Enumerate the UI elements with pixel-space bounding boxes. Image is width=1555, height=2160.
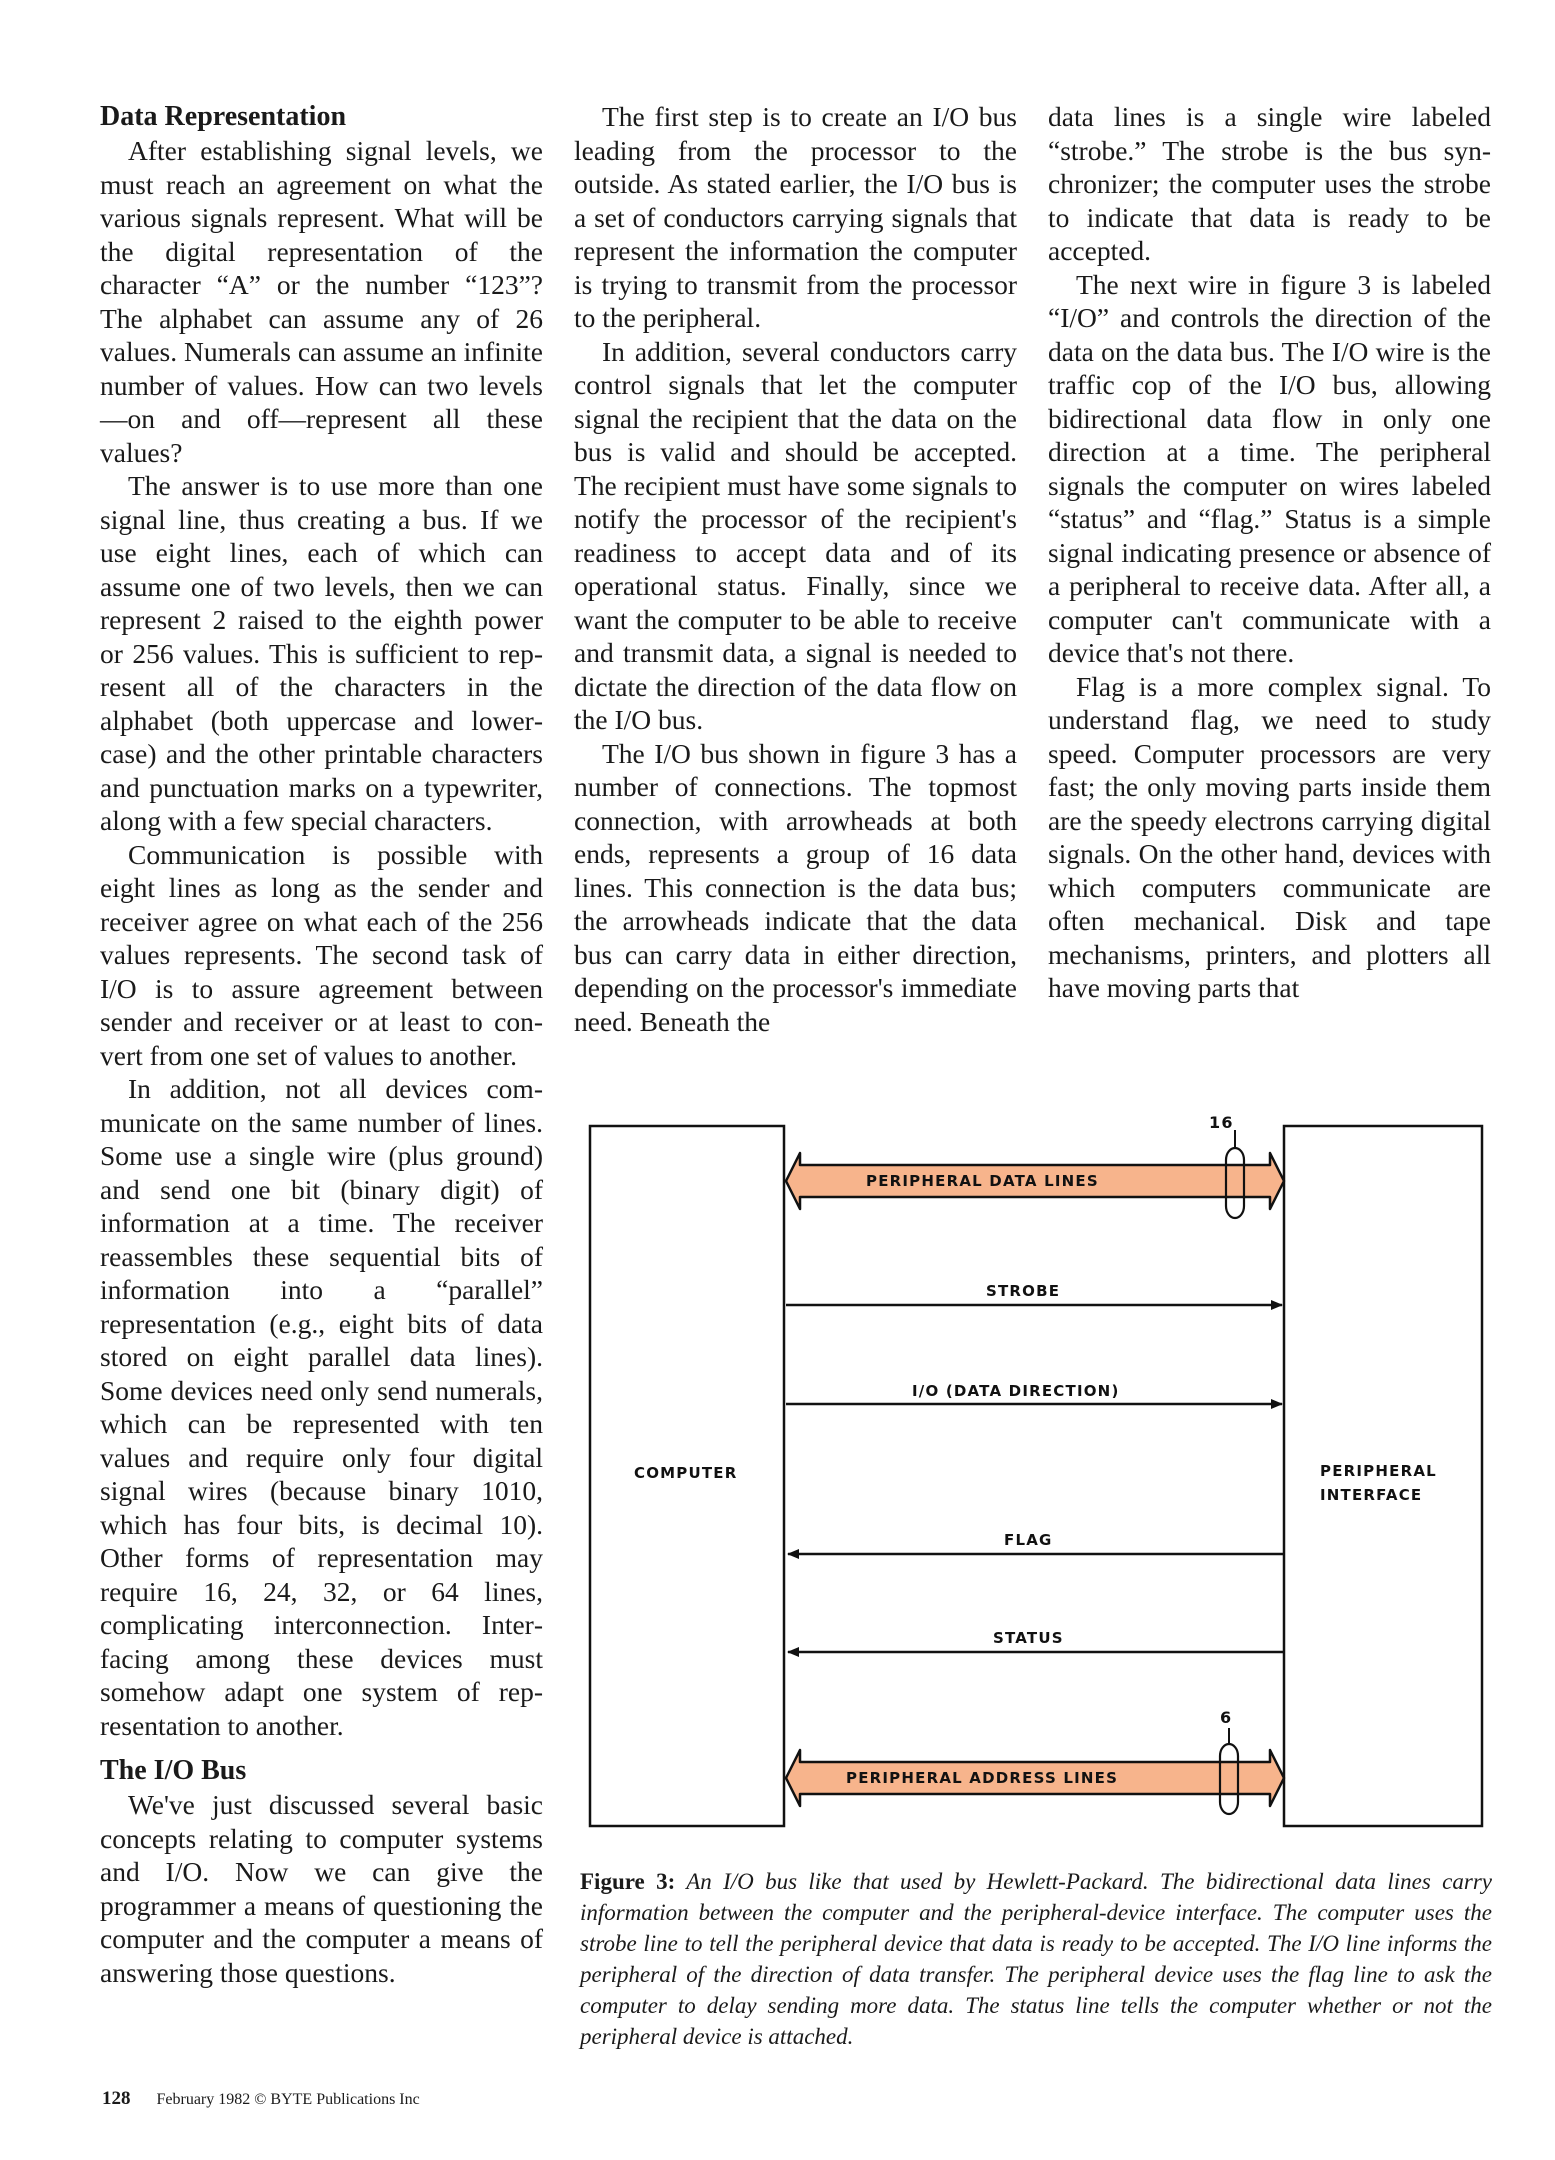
status-label: STATUS <box>993 1629 1064 1647</box>
section-heading-io-bus: The I/O Bus <box>100 1755 247 1786</box>
peripheral-label-line2: INTERFACE <box>1320 1486 1423 1504</box>
strobe-label: STROBE <box>986 1282 1061 1300</box>
paragraph: The answer is to use more than one signal line, thus creating a bus. If we use eight lines, each of which can assume one of two levels, then we can represent 2 raised to the eighth power or 256 values. This is sufficient to represent all of the characters in the alphabet (both uppercase and lowercase) and the other printable characters and punctuation marks on a typewriter, along with a few special characters. <box>100 470 543 836</box>
peripheral-label-line1: PERIPHERAL <box>1320 1462 1437 1480</box>
section-heading-data-representation: Data Representation <box>100 101 347 132</box>
paragraph: The next wire in figure 3 is labeled “I/O” and controls the direction of the data on the data bus. The I/O wire is the traffic cop of the I/O bus, allowing bidirectional data flow in only one direction at a time. The peripheral signals the computer on wires labeled “status” and “flag.” Status is a simple signal indicating presence or absence of a peripheral to receive data. After all, a computer can't communicate with a device that's not there. <box>1048 268 1491 668</box>
paragraph: In addition, several conductors carry control signals that let the computer signal the recipient that the data on the bus is valid and should be accepted. The recipient must have some signals to notify the processor of the recipient's readiness to accept data and of its operational status. Finally, since we want the computer to be able to receive and transmit data, a signal is needed to dictate the direction of the data flow on the I/O bus. <box>574 335 1017 735</box>
page-footer <box>102 2088 420 2110</box>
paragraph: In addition, not all devices communicate on the same number of lines. Some use a single wire (plus ground) and send one bit (binary digit) of information at a time. The receiver reassembles these sequential bits of information into a “parallel” representation (e.g., eight bits of data stored on eight parallel data lines). Some devices need only send numerals, which can be represented with ten values and require only four digital signal wires (because binary 1010, which has four bits, is decimal 10). Other forms of representation may require 16, 24, 32, or 64 lines, complicating interconnection. Interfacing among these devices must somehow adapt one system of representation to another. <box>100 1073 543 1741</box>
caption-title: Figure 3: <box>580 1869 676 1894</box>
paragraph: We've just discussed several basic concepts relating to computer systems and I/O. Now we can give the programmer a means of questioning the computer and the computer a means of answering those questions. <box>100 1789 543 1988</box>
paragraph: Flag is a more complex signal. To understand flag, we need to study speed. Computer processors are very fast; the only moving parts inside them are the speedy electrons carrying digital signals. On the other hand, devices with which computers communicate are often mechanical. Disk and tape mechanisms, printers, and plotters all have moving parts that <box>1048 670 1491 1003</box>
paragraph: data lines is a single wire labeled “strobe.” The strobe is the bus synchronizer; the computer uses the strobe to indicate that data is ready to be accepted. <box>1048 101 1491 266</box>
figure-3-caption <box>580 1866 1492 2052</box>
computer-label: COMPUTER <box>634 1464 738 1482</box>
address-bus-label: PERIPHERAL ADDRESS LINES <box>846 1769 1119 1787</box>
publication-credit: February 1982 © BYTE Publications Inc <box>156 2091 420 2108</box>
figure-3-io-bus-diagram <box>588 1108 1538 1848</box>
article-column-3 <box>1048 100 1491 1005</box>
data-bus-width-label: 16 <box>1209 1113 1234 1132</box>
paragraph: The first step is to create an I/O bus leading from the processor to the outside. As stated earlier, the I/O bus is a set of conductors carrying signals that represent the information the computer is trying to transmit from the processor to the peripheral. <box>574 101 1017 333</box>
paragraph: After establishing signal levels, we must reach an agreement on what the various signals represent. What will be the digital representation of the character “A” or the number “123”? The alphabet can assume any of 26 values. Numerals can assume an infinite number of values. How can two levels—on and off—represent all these values? <box>100 135 543 468</box>
caption-text: An I/O bus like that used by Hewlett-Packard. The bidirectional data lines carry information between the computer and the peripheral-device interface. The computer uses the strobe line to tell the peripheral device that data is ready to be accepted. The I/O line informs the peripheral of the direction of data transfer. The peripheral device uses the flag line to ask the computer to delay sending more data. The status line tells the computer whether or not the peripheral device is attached. <box>580 1869 1492 2049</box>
address-bus-width-label: 6 <box>1220 1708 1233 1727</box>
io-data-direction-label: I/O (DATA DIRECTION) <box>912 1382 1120 1400</box>
article-column-2 <box>574 100 1017 1038</box>
page-number: 128 <box>102 2088 131 2109</box>
paragraph: The I/O bus shown in figure 3 has a number of connections. The topmost connection, with arrowheads at both ends, represents a group of 16 data lines. This connection is the data bus; the arrowheads indicate that the data bus can carry data in either direction, depending on the processor's immediate need. Beneath the <box>574 737 1017 1037</box>
data-bus-label: PERIPHERAL DATA LINES <box>866 1172 1099 1190</box>
paragraph: Communication is possible with eight lines as long as the sender and receiver agree on what each of the 256 values represents. The second task of I/O is to assure agreement between sender and receiver or at least to convert from one set of values to another. <box>100 838 543 1071</box>
article-column-1 <box>100 100 543 1989</box>
flag-label: FLAG <box>1004 1531 1053 1549</box>
